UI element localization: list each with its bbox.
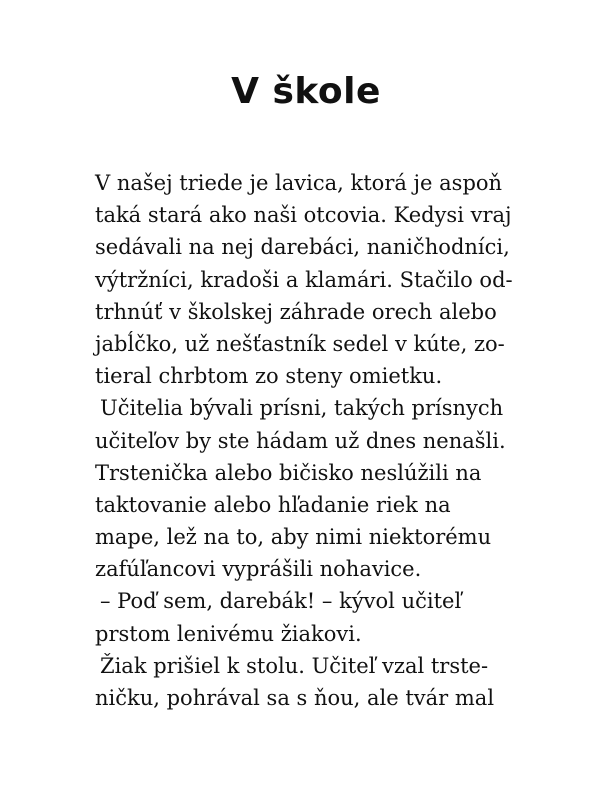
text-line: taktovanie alebo hľadanie riek na [95,492,451,517]
body-text [95,167,535,714]
text-line: Učitelia bývali prísni, takých prísnych [100,396,504,421]
text-line: jabĺčko, už nešťastník sedel v kúte, zo- [95,331,505,356]
text-line: mape, lež na to, aby nimi niektorému [95,525,492,550]
text-line: tieral chrbtom zo steny omietku. [95,364,443,389]
text-line: V našej triede je lavica, ktorá je aspoň [95,171,503,195]
text-line: prstom lenivému žiakovi. [95,621,362,646]
text-line: sedávali na nej darebáci, naničhodníci, [95,235,510,260]
text-line: trhnúť v školskej záhrade orech alebo [95,299,497,324]
text-line: zafúľancovi vyprášili nohavice. [95,557,422,582]
text-line: výtržníci, kradoši a klamári. Stačilo od- [95,267,513,292]
text-line: Trstenička alebo bičisko neslúžili na [95,460,482,485]
text-line: – Poď sem, darebák! – kývol učiteľ [100,589,462,614]
text-line: učiteľov by ste hádam už dnes nenašli. [95,428,506,453]
text-line: taká stará ako naši otcovia. Kedysi vraj [95,203,512,228]
text-line: ničku, pohrával sa s ňou, ale tvár mal [95,686,495,710]
page-title: V škole [231,71,381,112]
text-line: Žiak prišiel k stolu. Učiteľ vzal trste- [100,653,489,678]
